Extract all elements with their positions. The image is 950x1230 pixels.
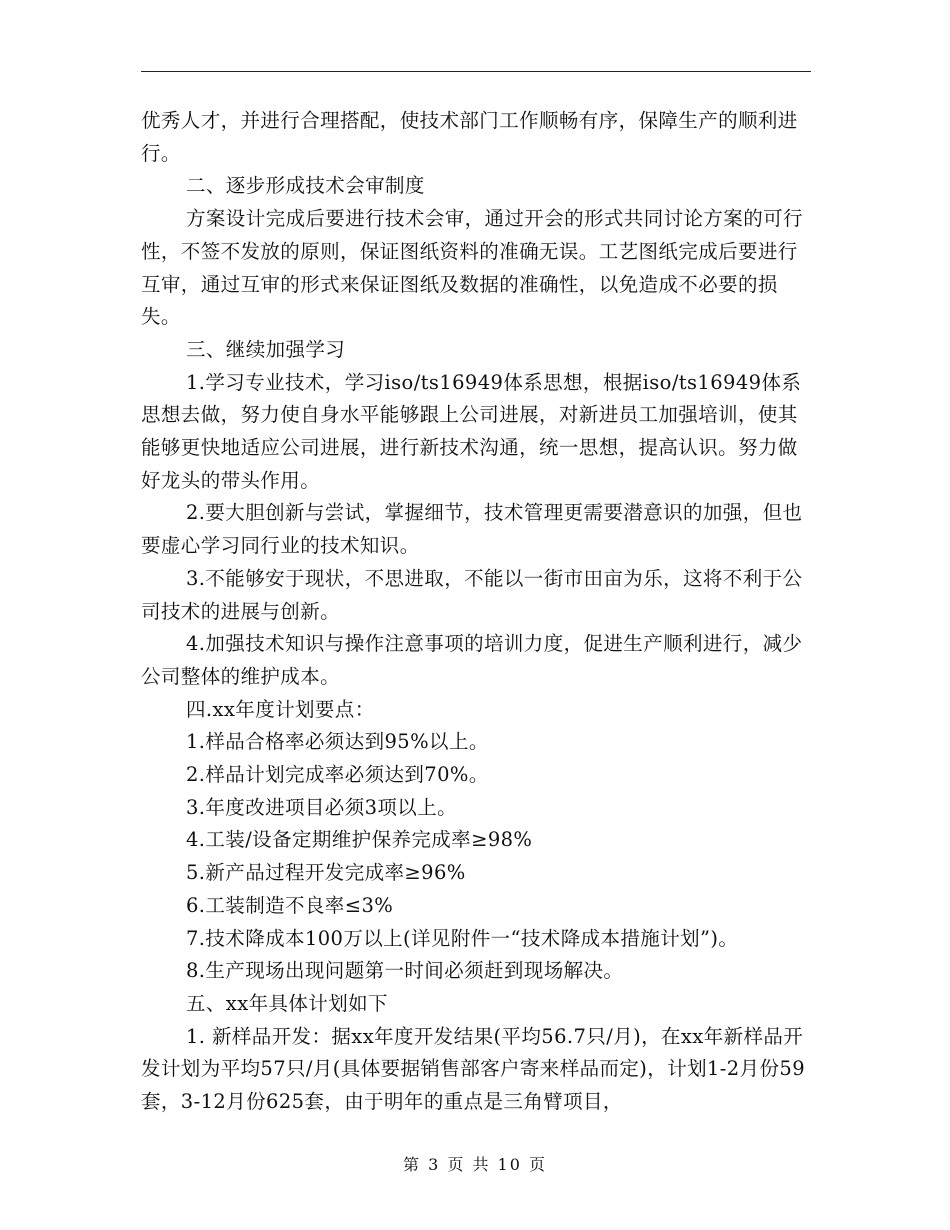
section-heading: 五、xx年具体计划如下 [186, 991, 388, 1015]
header-rule [141, 71, 811, 72]
list-item: 8.生产现场出现问题第一时间必须赶到现场解决。 [186, 959, 624, 983]
section-heading: 三、继续加强学习 [186, 337, 346, 361]
list-item: 6.工装制造不良率≤3% [186, 893, 394, 917]
list-item: 4.工装/设备定期维护保养完成率≥98% [186, 828, 533, 852]
list-item: 2.样品计划完成率必须达到70%。 [186, 763, 489, 787]
paragraph: 方案设计完成后要进行技术会审，通过开会的形式共同讨论方案的可行性，不签不发放的原则，保证图纸资料的准确无误。工艺图纸完成后要进行互审，通过互审的形式来保证图纸及数据的准确性，以免造成不必要的损失。 [141, 207, 803, 329]
page-number: 第 3 页 共 10 页 [403, 1155, 547, 1174]
list-item: 3.不能够安于现状，不思进取，不能以一街市田亩为乐，这将不利于公司技术的进展与创新。 [141, 566, 803, 623]
paragraph: 优秀人才，并进行合理搭配，使技术部门工作顺畅有序，保障生产的顺利进行。 [141, 109, 798, 165]
list-item: 1.样品合格率必须达到95%以上。 [186, 730, 489, 754]
list-item: 2.要大胆创新与尝试，掌握细节，技术管理更需要潜意识的加强，但也要虚心学习同行业的技术知识。 [141, 501, 803, 558]
list-item: 7.技术降成本100万以上(详见附件一“技术降成本措施计划”)。 [186, 926, 739, 950]
section-heading: 四.xx年度计划要点： [186, 697, 375, 721]
list-item: 3.年度改进项目必须3项以上。 [186, 795, 458, 819]
list-item: 1.学习专业技术，学习iso/ts16949体系思想，根据iso/ts16949体系思想去做，努力使自身水平能够跟上公司进展，对新进员工加强培训，使其能够更快地适应公司进展，进行新技术沟通，统一思想，提高认识。努力做好龙头的带头作用。 [141, 370, 802, 492]
list-item: 1. 新样品开发：据xx年度开发结果(平均56.7只/月)，在xx年新样品开发计划为平均57只/月(具体要据销售部客户寄来样品而定)，计划1-2月份59套，3-12月份625套，由于明年的重点是三角臂项目， [141, 1024, 806, 1114]
body-text [141, 105, 816, 1119]
list-item: 4.加强技术知识与操作注意事项的培训力度，促进生产顺利进行，减少公司整体的维护成本。 [141, 632, 803, 688]
section-heading: 二、逐步形成技术会审制度 [186, 174, 425, 198]
list-item: 5.新产品过程开发完成率≥96% [186, 861, 466, 885]
